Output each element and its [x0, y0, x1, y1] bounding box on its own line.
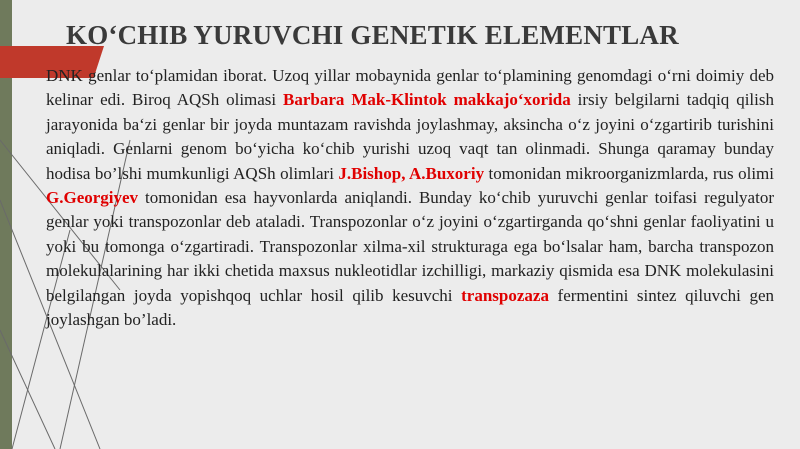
paragraph-run: tomonidan mikroorganizmlarda, rus olimi [484, 163, 774, 183]
paragraph-run: tomonidan esa hayvonlarda aniqlandi. Bunday ko‘chib yuruvchi genlar toifasi regulyator genlar yoki transpozonlar deb ataladi. Transpozonlar o‘z joyini o‘zgartirganda qo‘shni genlar faoliyatini u yoki bu tomonga o‘zgartiradi. Transpozonlar xilma-xil strukturaga ega bo‘lsalar ham, barcha transpozon molekulalarining har ikki chetida maxsus nukleotidlar izchilligi, markaziy qismida esa DNK molekulasini belgilangan joyda yopishqoq uchlar hosil qilib kesuvchi [46, 188, 774, 305]
paragraph-run: irsiy belgilarni tadqiq qilish jarayonida ba‘zi genlar bir joyda muntazam ravishda joylashmay, aksincha o‘z joyini o‘zgartirib turishini aniqladi. Genlarni genom bo‘yicha ko‘chib yurishi uzoq vaqt tan olinmadi. Shunga qaramay bunday hodisa bo’lshi mumkunligi AQSh olimlari [46, 90, 774, 183]
paragraph-run: fermentini sintez qiluvchi gen joylashgan bo’ladi. [46, 285, 774, 330]
highlighted-term: Barbara Mak-Klintok makkajo‘xorida [283, 90, 571, 110]
highlighted-term: transpozaza [461, 285, 549, 305]
slide-title [56, 20, 679, 51]
paragraph-run: DNK genlar to‘plamidan iborat. Uzoq yillar mobaynida genlar to‘plamining genomdagi o‘rni doimiy deb kelinar edi. Biroq AQSh olimasi [46, 66, 774, 110]
slide-title-text: KO‘CHIB YURUVCHI GENETIK ELEMENTLAR [66, 20, 679, 50]
highlighted-term: G.Georgiyev [46, 188, 139, 208]
slide-paragraph [46, 64, 774, 332]
highlighted-term: J.Bishop, A.Buxoriy [338, 163, 485, 183]
